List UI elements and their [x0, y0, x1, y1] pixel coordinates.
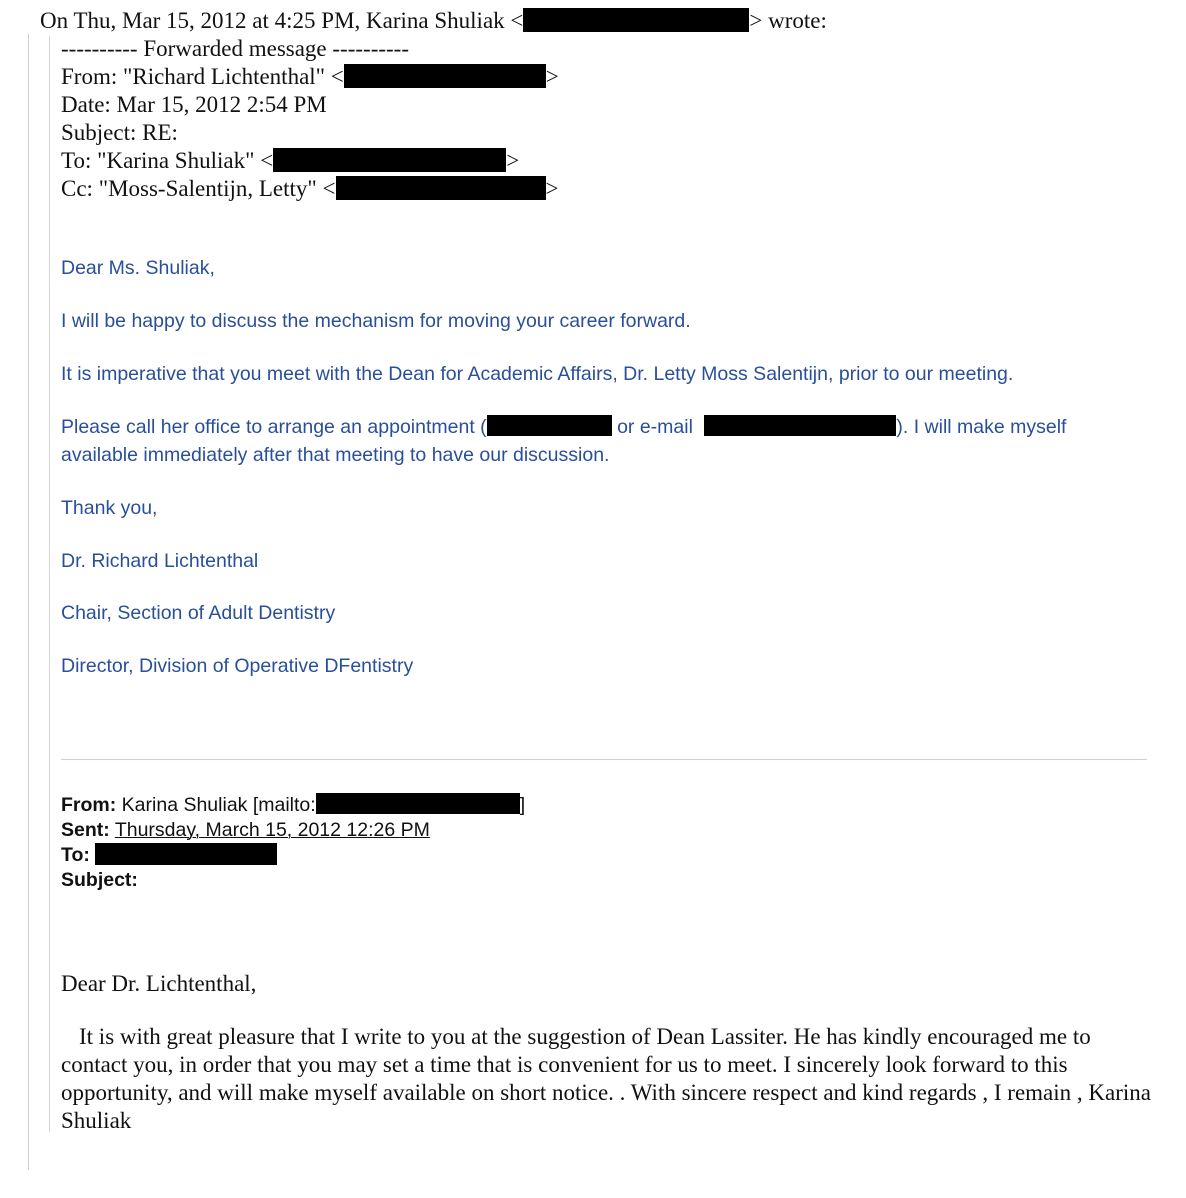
- reply-line-3-b: or e-mail: [617, 416, 693, 438]
- signature-title-2: Director, Division of Operative DFentistry: [61, 655, 414, 677]
- original-subject-label: Subject:: [61, 869, 138, 891]
- reply-line-2: It is imperative that you meet with the Dean for Academic Affairs, Dr. Letty Moss Salentijn, prior to our meeting.: [61, 363, 1014, 385]
- original-greeting: Dear Dr. Lichtenthal,: [61, 971, 257, 996]
- redaction-block: [523, 8, 749, 32]
- intro-wrote: > wrote:: [749, 8, 827, 33]
- original-subject: [61, 868, 138, 893]
- signature-name: Dr. Richard Lichtenthal: [61, 550, 259, 572]
- forwarded-to: [61, 147, 519, 175]
- divider: [61, 759, 1147, 760]
- forwarded-date: Date: Mar 15, 2012 2:54 PM: [61, 92, 327, 117]
- original-from: [61, 793, 525, 818]
- forwarded-to-text: To: "Karina Shuliak" <: [61, 148, 274, 173]
- intro-text: On Thu, Mar 15, 2012 at 4:25 PM, Karina Shuliak <: [40, 8, 524, 33]
- original-from-close: ]: [519, 794, 526, 816]
- original-sent-value: Thursday, March 15, 2012 12:26 PM: [114, 819, 430, 841]
- intro-line: [40, 7, 827, 35]
- original-to-label: To:: [61, 844, 90, 866]
- forwarded-cc-close: >: [545, 176, 559, 201]
- redaction-block: [487, 415, 612, 436]
- original-sent-label: Sent:: [61, 819, 110, 841]
- redaction-block: [704, 415, 896, 436]
- forwarded-marker: ---------- Forwarded message ----------: [61, 36, 409, 61]
- reply-greeting: Dear Ms. Shuliak,: [61, 257, 215, 279]
- forwarded-cc-text: Cc: "Moss-Salentijn, Letty" <: [61, 176, 336, 201]
- original-to: [61, 843, 277, 868]
- forwarded-from-close: >: [545, 64, 559, 89]
- original-from-value: Karina Shuliak [mailto:: [121, 794, 316, 816]
- reply-line-4: available immediately after that meeting to have our discussion.: [61, 444, 610, 466]
- original-body: It is with great pleasure that I write to you at the suggestion of Dean Lassiter. He has kindly encouraged me to contact you, in order that you may set a time that is convenient for us to meet. I sincerely look forward to this opportunity, and will make myself available on short notice. . With sincere respect and kind regards , I remain , Karina Shuliak: [61, 1024, 1151, 1133]
- forwarded-to-close: >: [506, 148, 520, 173]
- reply-line-3: [61, 413, 1066, 441]
- original-sent: [61, 818, 430, 843]
- inner-quote-rule: [49, 36, 50, 1132]
- forwarded-from-text: From: "Richard Lichtenthal" <: [61, 64, 344, 89]
- reply-line-3-a: Please call her office to arrange an appointment (: [61, 416, 487, 438]
- redaction-block: [95, 843, 277, 865]
- reply-thanks: Thank you,: [61, 497, 158, 519]
- forwarded-from: [61, 63, 559, 91]
- redaction-block: [316, 793, 520, 814]
- redaction-block: [344, 64, 546, 88]
- reply-line-3-c: ). I will make myself: [896, 416, 1067, 438]
- forwarded-subject: Subject: RE:: [61, 120, 178, 145]
- redaction-block: [273, 148, 506, 172]
- outer-quote-rule: [28, 34, 29, 1170]
- redaction-block: [336, 176, 546, 200]
- forwarded-cc: [61, 175, 559, 203]
- reply-line-1: I will be happy to discuss the mechanism for moving your career forward.: [61, 310, 691, 332]
- signature-title-1: Chair, Section of Adult Dentistry: [61, 602, 336, 624]
- original-from-label: From:: [61, 794, 117, 816]
